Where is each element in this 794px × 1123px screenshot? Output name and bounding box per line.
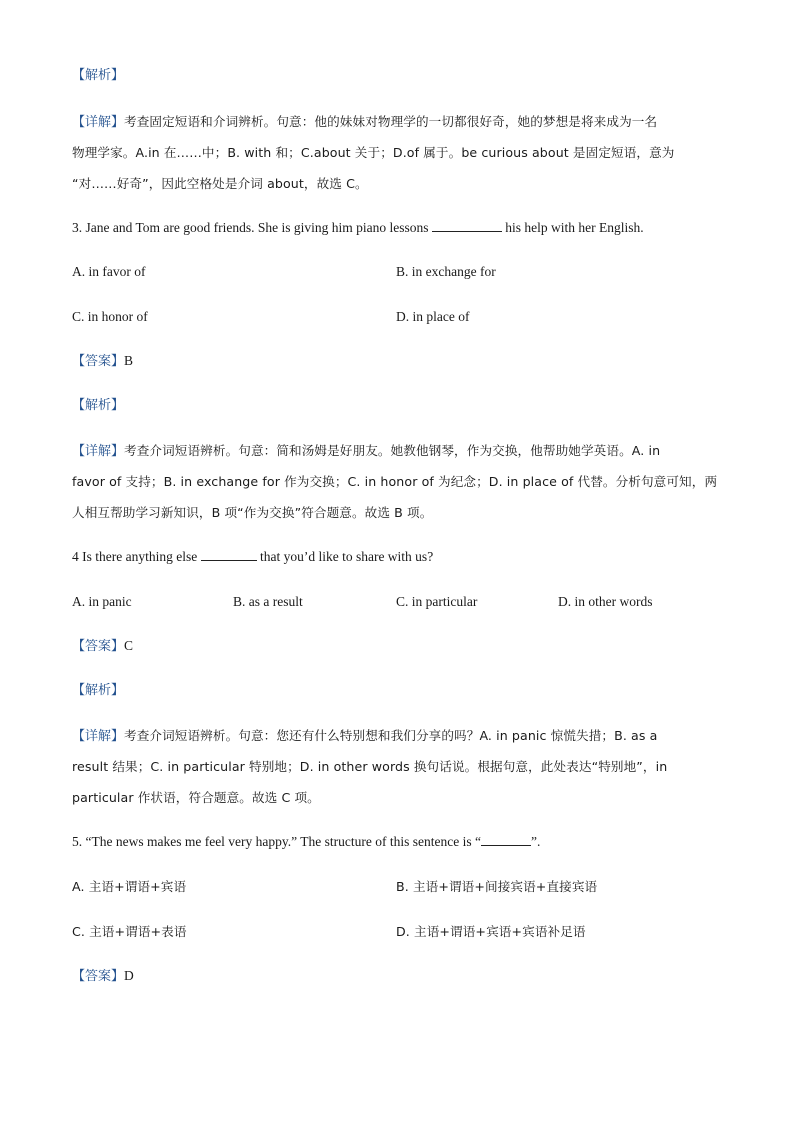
option-b: B. 主语+谓语+间接宾语+直接宾语 [396, 879, 598, 894]
detail-text: result 结果；C. in particular 特别地；D. in other words 换句话说。根据句意，此处表达“特别地”，in [72, 759, 668, 774]
answer-value: B [124, 353, 134, 368]
option-c: C. in particular [396, 594, 478, 609]
question-3-stem [72, 218, 644, 238]
detail-text: 考查介词短语辨析。句意：您还有什么特别想和我们分享的吗？A. in panic 惊慌失措；B. as a [124, 728, 658, 743]
detail-text: 人相互帮助学习新知识，B 项“作为交换”符合题意。故选 B 项。 [72, 505, 433, 520]
detail-text: 考查固定短语和介词辨析。句意：他的妹妹对物理学的一切都很好奇，她的梦想是将来成为一名 [124, 114, 658, 129]
detail-paragraph-line [72, 726, 657, 747]
answer-label: 【答案】 [72, 354, 125, 369]
analysis-label: 【解析】 [72, 398, 125, 413]
analysis-label: 【解析】 [72, 683, 125, 698]
option-c: C. in honor of [72, 309, 148, 324]
question-text: 3. Jane and Tom are good friends. She is giving him piano lessons [72, 220, 429, 235]
option-a: A. in panic [72, 594, 132, 609]
answer-blank [481, 833, 531, 846]
answer-line [72, 351, 133, 372]
answer-line [72, 966, 134, 987]
answer-line [72, 636, 133, 657]
option-d: D. in place of [396, 309, 470, 324]
detail-paragraph-line [72, 112, 657, 133]
option-d: D. 主语+谓语+宾语+宾语补足语 [396, 924, 586, 939]
detail-text: particular 作状语，符合题意。故选 C 项。 [72, 790, 320, 805]
option-c: C. 主语+谓语+表语 [72, 924, 187, 939]
detail-text: 考查介词短语辨析。句意：简和汤姆是好朋友。她教他钢琴，作为交换，他帮助她学英语。A. in [124, 443, 661, 458]
question-4-stem [72, 547, 433, 567]
detail-paragraph-line [72, 441, 660, 462]
option-b: B. as a result [233, 594, 303, 609]
answer-label: 【答案】 [72, 969, 125, 984]
detail-text: “对……好奇”，因此空格处是介词 about，故选 C。 [72, 176, 368, 191]
detail-label: 【详解】 [72, 729, 125, 744]
option-d: D. in other words [558, 594, 653, 609]
answer-label: 【答案】 [72, 639, 125, 654]
analysis-label: 【解析】 [72, 68, 125, 83]
question-text: that you’d like to share with us? [259, 549, 434, 564]
question-5-stem [72, 832, 540, 852]
question-text: his help with her English. [505, 220, 644, 235]
answer-blank [432, 219, 502, 232]
detail-text: 物理学家。A.in 在……中；B. with 和；C.about 关于；D.of 属于。be curious about 是固定短语，意为 [72, 145, 675, 160]
detail-label: 【详解】 [72, 115, 125, 130]
detail-text: favor of 支持；B. in exchange for 作为交换；C. in honor of 为纪念；D. in place of 代替。分析句意可知，两 [72, 474, 718, 489]
answer-value: D [124, 968, 134, 983]
option-a: A. 主语+谓语+宾语 [72, 879, 187, 894]
question-text: ”. [530, 834, 541, 849]
answer-blank [201, 548, 257, 561]
option-b: B. in exchange for [396, 264, 496, 279]
answer-value: C [124, 638, 134, 653]
question-text: 4 Is there anything else [72, 549, 198, 564]
detail-label: 【详解】 [72, 444, 125, 459]
option-a: A. in favor of [72, 264, 146, 279]
question-text: 5. “The news makes me feel very happy.” The structure of this sentence is “ [72, 834, 481, 849]
